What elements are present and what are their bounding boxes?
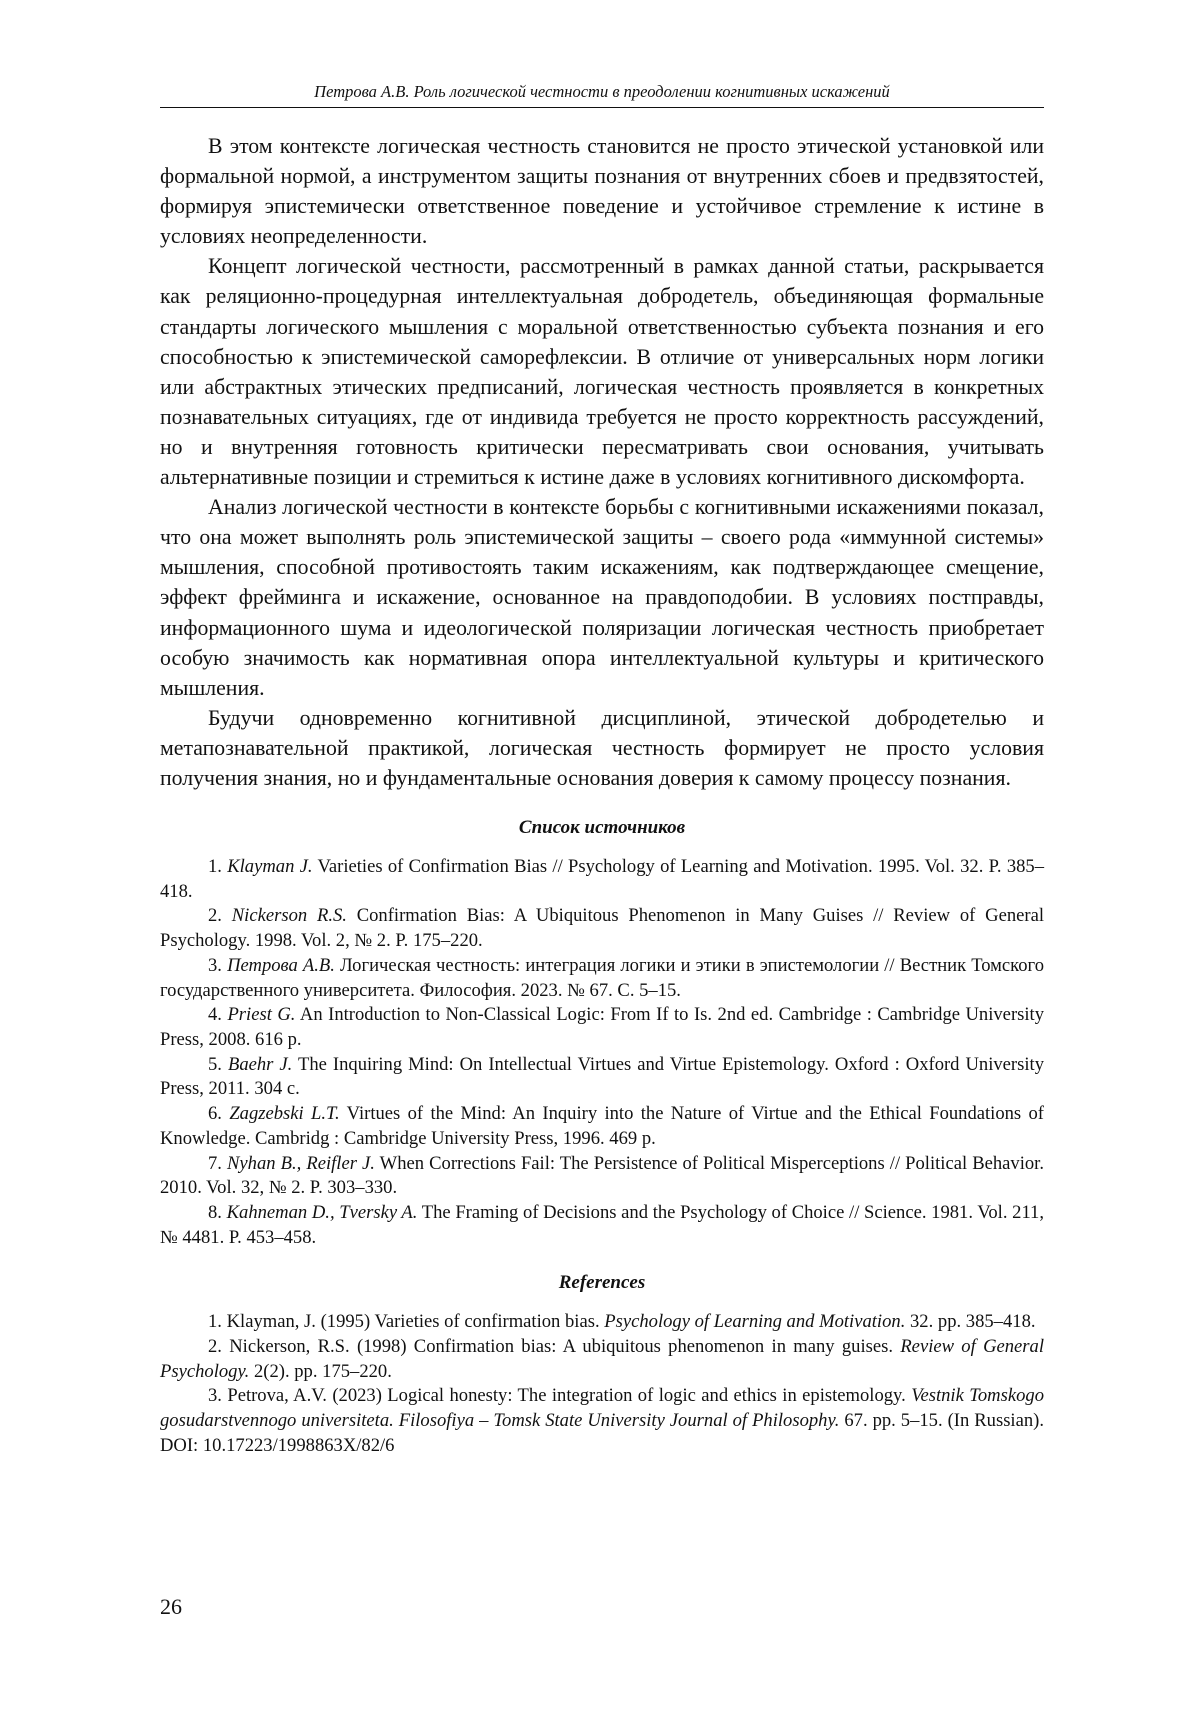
source-text: An Introduction to Non-Classical Logic: From If to Is. 2nd ed. Cambridge : Cambridge University Press, 2008. 616 p. bbox=[160, 1004, 1044, 1050]
reference-text: Petrova, A.V. (2023) Logical honesty: The integration of logic and ethics in epistemology. bbox=[227, 1385, 906, 1407]
reference-item bbox=[160, 1384, 1044, 1458]
source-text: The Framing of Decisions and the Psychology of Choice // Science. 1981. Vol. 211, № 4481. P. 453–458. bbox=[160, 1201, 1044, 1248]
source-text: Confirmation Bias: A Ubiquitous Phenomenon in Many Guises // Review of General Psychology. 1998. Vol. 2, № 2. P. 175–220. bbox=[160, 905, 1044, 952]
reference-details: 32. pp. 385–418. bbox=[910, 1311, 1036, 1333]
source-number: 4. bbox=[208, 1004, 222, 1026]
sources-list bbox=[160, 855, 1044, 1250]
source-author: Nyhan B., Reifler J. bbox=[227, 1152, 375, 1174]
source-text: When Corrections Fail: The Persistence of Political Misperceptions // Political Behavior. 2010. Vol. 32, № 2. P. 303–330. bbox=[160, 1152, 1044, 1199]
source-text: Varieties of Confirmation Bias // Psychology of Learning and Motivation. 1995. Vol. 32. P. 385–418. bbox=[160, 856, 1045, 902]
reference-journal: Vestnik Tomskogo gosudarstvennogo universiteta. Filosofiya – Tomsk State University Journal of Philosophy. bbox=[160, 1385, 1044, 1432]
body-text bbox=[160, 131, 1044, 793]
source-text: Логическая честность: интеграция логики и этики в эпистемологии // Вестник Томского государственного университета. Философия. 2023. № 67. С. 5–15. bbox=[160, 954, 1045, 1001]
source-item bbox=[160, 855, 1044, 904]
source-item bbox=[160, 1201, 1044, 1250]
source-item bbox=[160, 1152, 1044, 1201]
source-item bbox=[160, 904, 1044, 953]
source-number: 8. bbox=[208, 1201, 222, 1223]
references-heading: References bbox=[558, 1272, 646, 1294]
reference-text: Nickerson, R.S. (1998) Confirmation bias: A ubiquitous phenomenon in many guises. bbox=[229, 1336, 894, 1358]
source-item bbox=[160, 1102, 1044, 1151]
paragraph: В этом контексте логическая честность становится не просто этической установкой или формальной нормой, а инструментом защиты познания от внутренних сбоев и предвзятостей, формируя эпистемически ответственное поведение и устойчивое стремление к истине в условиях неопределенности. bbox=[160, 134, 1044, 249]
source-number: 6. bbox=[208, 1103, 222, 1125]
paragraph: Будучи одновременно когнитивной дисциплиной, этической добродетелью и метапознавательной практикой, логическая честность формирует не просто условия получения знания, но и фундаментальные основания доверия к самому процессу познания. bbox=[160, 705, 1044, 790]
reference-item bbox=[160, 1310, 1044, 1335]
reference-details: 67. pp. 5–15. (In Russian). DOI: 10.17223/1998863X/82/6 bbox=[160, 1410, 1044, 1456]
source-number: 3. bbox=[208, 954, 222, 976]
reference-journal: Review of General Psychology. bbox=[160, 1336, 1044, 1382]
reference-number: 2. bbox=[208, 1336, 222, 1358]
source-text: The Inquiring Mind: On Intellectual Virtues and Virtue Epistemology. Oxford : Oxford University Press, 2011. 304 c. bbox=[160, 1053, 1044, 1100]
page bbox=[160, 82, 1044, 1459]
source-author: Klayman J. bbox=[227, 856, 313, 878]
source-author: Kahneman D., Tversky A. bbox=[226, 1201, 418, 1223]
paragraph: Анализ логической честности в контексте борьбы с когнитивными искажениями показал, что она может выполнять роль эпистемической защиты – своего рода «иммунной системы» мышления, способной противостоять таким искажениям, как подтверждающее смещение, эффект фрейминга и искажение, основанное на правдоподобии. В условиях постправды, информационного шума и идеологической поляризации логическая честность приобретает особую значимость как нормативная опора интеллектуальной культуры и критического мышления. bbox=[160, 495, 1044, 700]
source-number: 2. bbox=[208, 905, 222, 927]
references-list bbox=[160, 1310, 1044, 1458]
source-item bbox=[160, 1053, 1044, 1102]
reference-number: 3. bbox=[208, 1385, 222, 1407]
source-author: Zagzebski L.T. bbox=[229, 1103, 340, 1125]
source-author: Nickerson R.S. bbox=[231, 905, 347, 927]
reference-text: Klayman, J. (1995) Varieties of confirmation bias. bbox=[226, 1311, 600, 1333]
paragraph: Концепт логической честности, рассмотренный в рамках данной статьи, раскрывается как реляционно-процедурная интеллектуальная добродетель, объединяющая формальные стандарты логического мышления с моральной ответственностью субъекта познания и его способностью к эпистемической саморефлексии. В отличие от универсальных норм логики или абстрактных этических предписаний, логическая честность проявляется в конкретных познавательных ситуациях, где от индивида требуется не просто корректность рассуждений, но и внутренняя готовность критически пересматривать свои основания, учитывать альтернативные позиции и стремиться к истине даже в условиях когнитивного дискомфорта. bbox=[160, 254, 1044, 490]
source-author: Baehr J. bbox=[227, 1053, 293, 1075]
source-number: 5. bbox=[208, 1053, 222, 1075]
source-item bbox=[160, 954, 1044, 1003]
sources-heading: Список источников bbox=[518, 817, 686, 839]
reference-details: 2(2). pp. 175–220. bbox=[253, 1360, 392, 1382]
running-header: Петрова А.В. Роль логической честности в преодолении когнитивных искажений bbox=[160, 82, 1044, 108]
source-author: Петрова А.В. bbox=[227, 954, 335, 976]
source-number: 1. bbox=[208, 856, 222, 878]
source-author: Priest G. bbox=[227, 1004, 296, 1026]
source-number: 7. bbox=[208, 1152, 222, 1174]
reference-item bbox=[160, 1335, 1044, 1384]
source-item bbox=[160, 1003, 1044, 1052]
reference-number: 1. bbox=[208, 1311, 222, 1333]
source-text: Virtues of the Mind: An Inquiry into the Nature of Virtue and the Ethical Foundations of Knowledge. Cambridg : Cambridge University Press, 1996. 469 p. bbox=[160, 1103, 1045, 1149]
reference-journal: Psychology of Learning and Motivation. bbox=[604, 1311, 906, 1333]
page-number: 26 bbox=[160, 1594, 182, 1619]
